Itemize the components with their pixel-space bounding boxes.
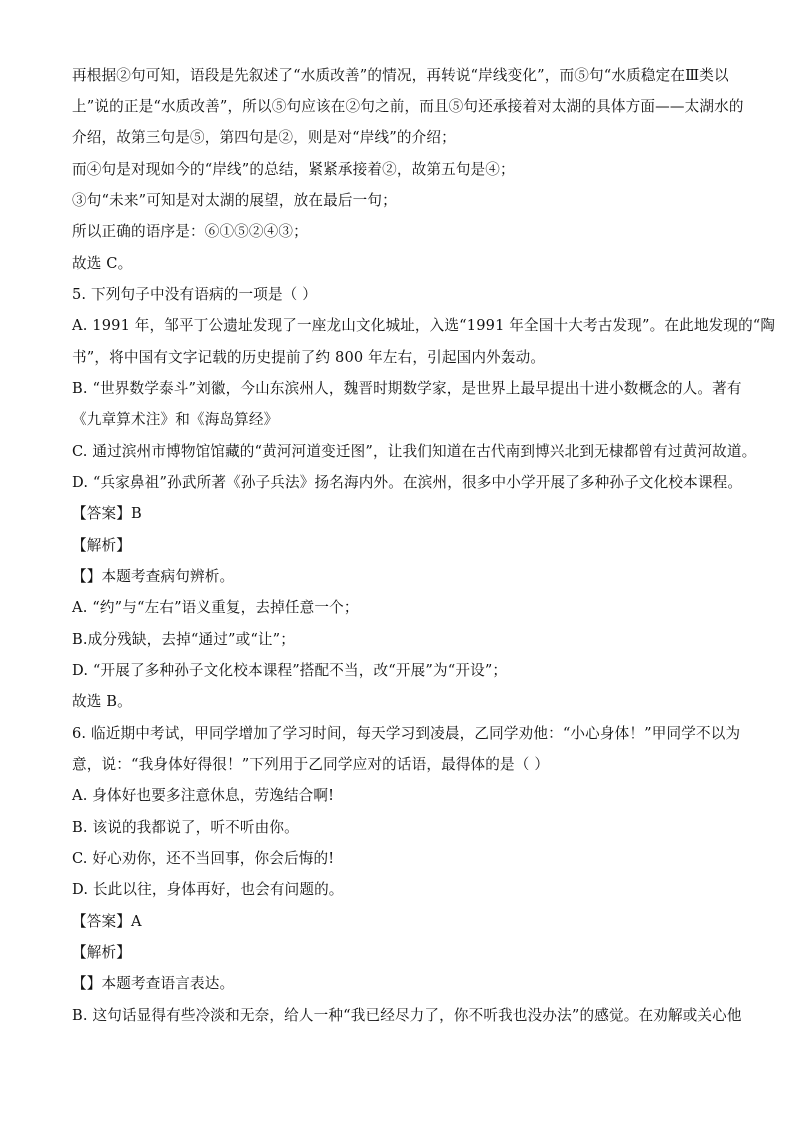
option-c: C. 好心劝你，还不当回事，你会后悔的! [72, 850, 335, 867]
question-stem: 5. 下列句子中没有语病的一项是（ ） [72, 286, 317, 303]
answer-label: 【答案】A [72, 913, 142, 930]
text-line: 【】本题考查语言表达。 [72, 975, 235, 992]
text-line: 故选 B。 [72, 693, 132, 710]
analysis-label: 【解析】 [72, 537, 131, 554]
question-stem-continued: 意，说：“我身体好得很！”下列用于乙同学应对的话语，最得体的是（ ） [72, 756, 550, 773]
option-c: C. 通过滨州市博物馆馆藏的“黄河河道变迁图”，让我们知道在古代南到博兴北到无棣都曾有过黄河故道。 [72, 443, 757, 460]
text-line: ③句“未来”可知是对太湖的展望，放在最后一句； [72, 192, 397, 209]
analysis-label: 【解析】 [72, 944, 131, 961]
option-a: A. 身体好也要多注意休息，劳逸结合啊! [72, 787, 335, 804]
text-line: 【】本题考查病句辨析。 [72, 568, 235, 585]
text-line: D. “开展了多种孙子文化校本课程”搭配不当，改“开展”为“开设”； [72, 662, 508, 679]
option-a-continued: 书”，将中国有文字记载的历史提前了约 800 年左右，引起国内外轰动。 [72, 349, 546, 366]
answer-label: 【答案】B [72, 505, 142, 522]
text-line: 再根据②句可知，语段是先叙述了“水质改善”的情况，再转说“岸线变化”，而⑤句“水质稳定在Ⅲ类以 [72, 67, 729, 84]
question-stem: 6. 临近期中考试，甲同学增加了学习时间，每天学习到凌晨，乙同学劝他：“小心身体！”甲同学不以为 [72, 725, 741, 742]
text-line: 而④句是对现如今的“岸线”的总结，紧紧承接着②，故第五句是④； [72, 161, 515, 178]
option-b-continued: 《九章算术注》和《海岛算经》 [72, 411, 279, 428]
text-line: 上”说的正是“水质改善”，所以⑤句应该在②句之前，而且⑤句还承接着对太湖的具体方面——太湖水的 [72, 98, 744, 115]
option-b: B. “世界数学泰斗”刘徽，今山东滨州人，魏晋时期数学家，是世界上最早提出十进小数概念的人。著有 [72, 380, 742, 397]
option-d: D. 长此以往，身体再好，也会有问题的。 [72, 881, 344, 898]
text-line: B.成分残缺，去掉“通过”或“让”； [72, 631, 296, 648]
option-a: A. 1991 年，邹平丁公遗址发现了一座龙山文化城址，入选“1991 年全国十大考古发现”。在此地发现的“陶 [72, 317, 776, 334]
option-b: B. 该说的我都说了，听不听由你。 [72, 819, 299, 836]
text-line: 所以正确的语序是：⑥①⑤②④③； [72, 223, 308, 240]
text-line: 故选 C。 [72, 255, 133, 272]
text-line: A. “约”与“左右”语义重复，去掉任意一个； [72, 599, 359, 616]
option-d: D. “兵家鼻祖”孙武所著《孙子兵法》扬名海内外。在滨州，很多中小学开展了多种孙子文化校本课程。 [72, 474, 743, 491]
text-line: 介绍，故第三句是⑤，第四句是②，则是对“岸线”的介绍； [72, 129, 456, 146]
text-line: B. 这句话显得有些冷淡和无奈，给人一种“我已经尽力了，你不听我也没办法”的感觉。在劝解或关心他 [72, 1007, 742, 1024]
